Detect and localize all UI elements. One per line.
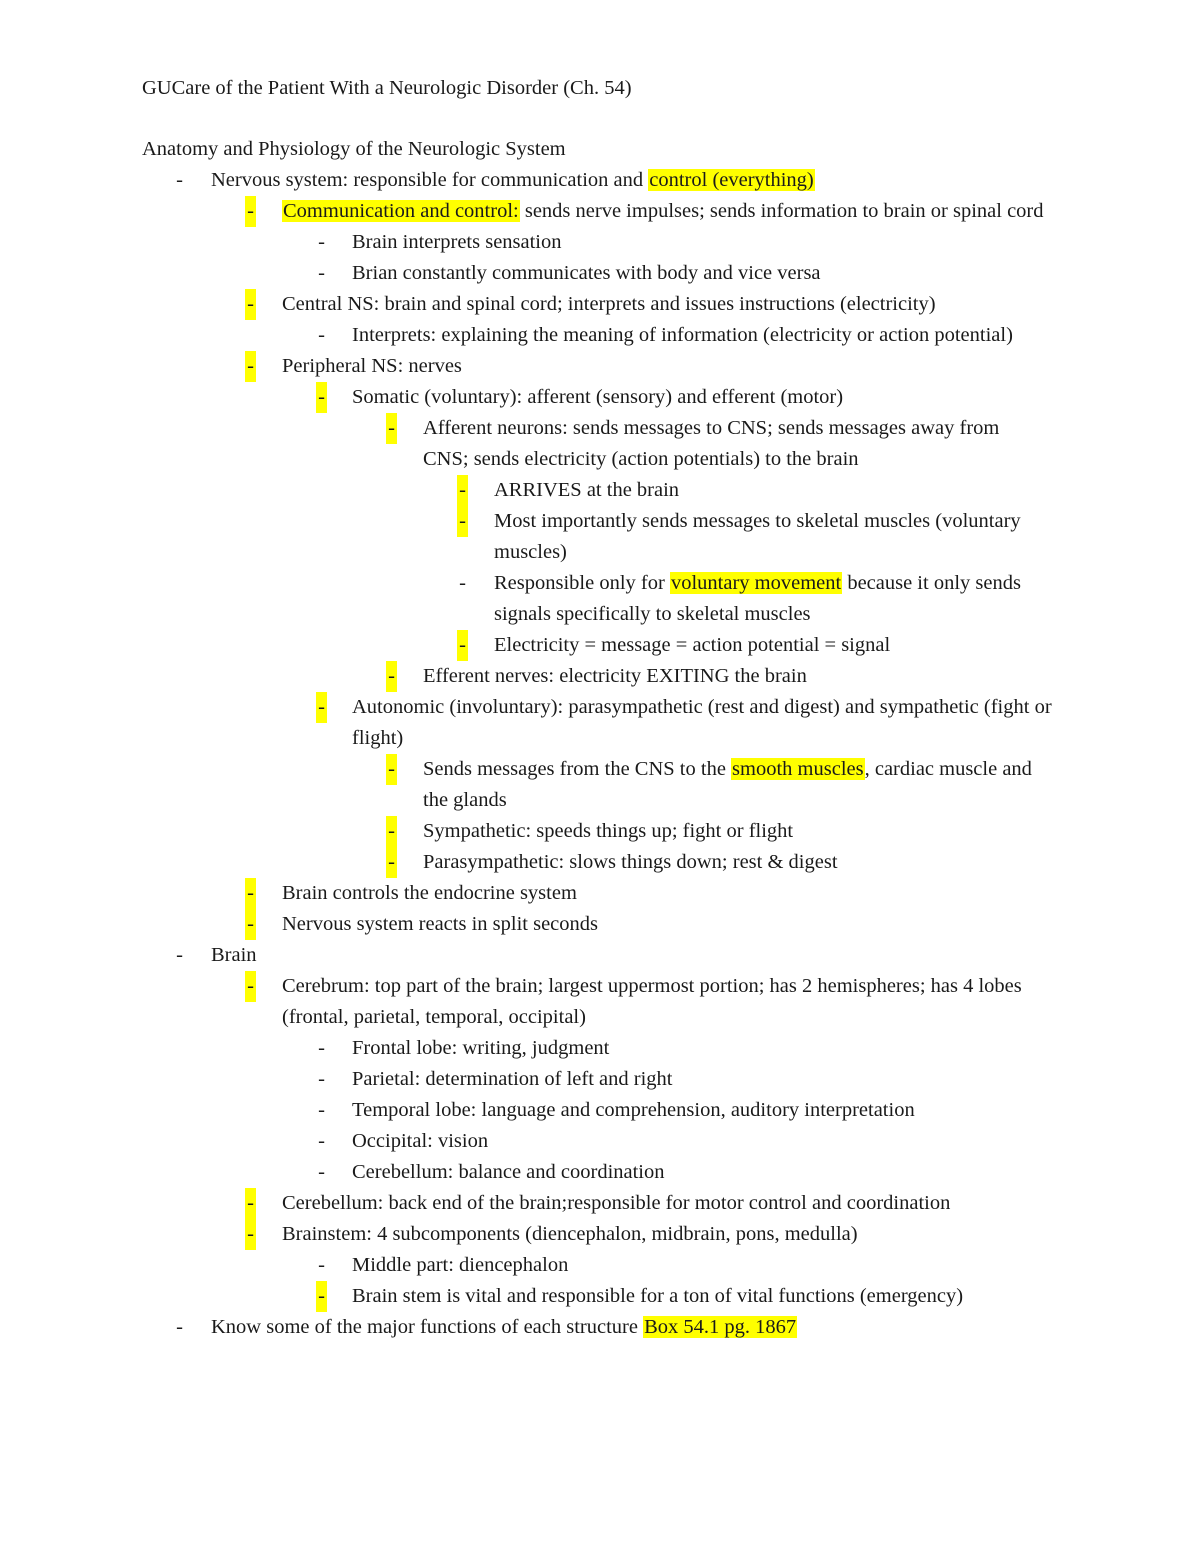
outline-item	[0, 1312, 1091, 1343]
text-segment: Brian constantly communicates with body and vice versa	[352, 262, 821, 284]
text-segment: because it only sends signals specifically to skeletal muscles	[494, 572, 1021, 625]
outline-item	[0, 1188, 1082, 1219]
bullet-dash: -	[318, 1037, 325, 1059]
outline-item-text	[352, 1095, 1057, 1126]
outline-item	[0, 165, 1091, 196]
document-title: GUCare of the Patient With a Neurologic Disorder (Ch. 54)	[142, 77, 632, 99]
text-segment: Know some of the major functions of each structure	[211, 1316, 644, 1338]
bullet-dash: -	[176, 169, 183, 191]
outline-item	[0, 351, 1082, 382]
outline-item	[0, 1126, 1057, 1157]
text-segment: Brain	[211, 944, 257, 966]
outline-item-text	[352, 320, 1057, 351]
text-segment: Responsible only for	[494, 572, 670, 594]
text-segment: Sends messages from the CNS to the	[423, 758, 732, 780]
outline-item	[0, 1281, 1057, 1312]
text-segment: Nervous system reacts in split seconds	[282, 913, 598, 935]
bullet-dash: -	[386, 754, 397, 785]
bullet-dash: -	[316, 1281, 327, 1312]
outline-item-text	[352, 1281, 1057, 1312]
bullet-dash: -	[457, 630, 468, 661]
outline-item	[0, 816, 1043, 847]
text-segment: , cardiac muscle and the glands	[423, 758, 1032, 811]
bullet-dash: -	[318, 1099, 325, 1121]
outline-item-text	[352, 227, 1057, 258]
bullet-dash: -	[318, 1254, 325, 1276]
outline-item	[0, 382, 1057, 413]
outline-item	[0, 475, 1054, 506]
outline-item-text	[282, 909, 1082, 940]
outline-item-text	[352, 692, 1057, 754]
text-segment: Parietal: determination of left and right	[352, 1068, 673, 1090]
outline-item-text	[282, 196, 1082, 227]
bullet-dash: -	[245, 289, 256, 320]
text-segment: Frontal lobe: writing, judgment	[352, 1037, 610, 1059]
outline-item-text	[494, 568, 1054, 630]
outline-item	[0, 413, 1043, 475]
highlighted-text: Box 54.1 pg. 1867	[644, 1316, 797, 1338]
outline-item	[0, 506, 1054, 568]
outline-item	[0, 754, 1043, 816]
text-segment: Autonomic (involuntary): parasympathetic (rest and digest) and sympathetic (fight or flight)	[352, 696, 1052, 749]
bullet-dash: -	[386, 413, 397, 444]
bullet-dash: -	[245, 971, 256, 1002]
text-segment: Central NS: brain and spinal cord; interprets and issues instructions (electricity)	[282, 293, 936, 315]
outline-item-text	[282, 1188, 1082, 1219]
bullet-dash: -	[457, 506, 468, 537]
highlighted-text: Communication and control:	[283, 200, 519, 222]
text-segment: Middle part: diencephalon	[352, 1254, 569, 1276]
outline-item-text	[282, 289, 1082, 320]
outline-item	[0, 568, 1054, 630]
outline-item	[0, 1064, 1057, 1095]
outline-item	[0, 692, 1057, 754]
outline-item	[0, 878, 1082, 909]
outline-item	[0, 661, 1043, 692]
outline-item-text	[352, 1033, 1057, 1064]
outline-item-text	[352, 1157, 1057, 1188]
text-segment: Peripheral NS: nerves	[282, 355, 462, 377]
outline-item-text	[211, 1312, 1091, 1343]
text-segment: Sympathetic: speeds things up; fight or flight	[423, 820, 794, 842]
outline-item	[0, 1095, 1057, 1126]
bullet-dash: -	[245, 1188, 256, 1219]
bullet-dash: -	[457, 475, 468, 506]
outline-item	[0, 940, 1091, 971]
outline-item	[0, 847, 1043, 878]
bullet-dash: -	[245, 196, 256, 227]
outline-item-text	[423, 754, 1043, 816]
outline-item-text	[352, 1126, 1057, 1157]
text-segment: Afferent neurons: sends messages to CNS; sends messages away from CNS; sends electricity (action potentials) to the brain	[423, 417, 1000, 470]
outline-item-text	[423, 413, 1043, 475]
bullet-dash: -	[459, 572, 466, 594]
bullet-dash: -	[386, 661, 397, 692]
text-segment: Cerebrum: top part of the brain; largest uppermost portion; has 2 hemispheres; has 4 lobes (frontal, parietal, temporal, occipital)	[282, 975, 1022, 1028]
outline-item-text	[352, 258, 1057, 289]
text-segment: Cerebellum: back end of the brain;responsible for motor control and coordination	[282, 1192, 951, 1214]
bullet-dash: -	[245, 351, 256, 382]
outline-item	[0, 320, 1057, 351]
bullet-dash: -	[318, 1161, 325, 1183]
outline-item-text	[423, 661, 1043, 692]
bullet-dash: -	[386, 816, 397, 847]
outline-item-text	[282, 1219, 1082, 1250]
bullet-dash: -	[176, 944, 183, 966]
highlighted-text: smooth muscles	[732, 758, 864, 780]
text-segment: Occipital: vision	[352, 1130, 489, 1152]
bullet-dash: -	[318, 1068, 325, 1090]
text-segment: Parasympathetic: slows things down; rest & digest	[423, 851, 838, 873]
outline-item-text	[423, 847, 1043, 878]
bullet-dash: -	[176, 1316, 183, 1338]
bullet-dash: -	[316, 692, 327, 723]
text-segment: Brain interprets sensation	[352, 231, 562, 253]
bullet-dash: -	[386, 847, 397, 878]
highlighted-text: voluntary movement	[670, 572, 842, 594]
outline-item-text	[423, 816, 1043, 847]
text-segment: ARRIVES at the brain	[494, 479, 680, 501]
outline-item-text	[211, 940, 1091, 971]
outline-list	[0, 165, 1200, 1343]
text-segment: sends nerve impulses; sends information to brain or spinal cord	[519, 200, 1044, 222]
outline-item	[0, 196, 1082, 227]
outline-item	[0, 909, 1082, 940]
outline-item-text	[282, 878, 1082, 909]
text-segment: Most importantly sends messages to skeletal muscles (voluntary muscles)	[494, 510, 1021, 563]
text-segment: Efferent nerves: electricity EXITING the brain	[423, 665, 807, 687]
bullet-dash: -	[318, 324, 325, 346]
outline-item	[0, 1219, 1082, 1250]
outline-item-text	[494, 506, 1054, 568]
outline-item	[0, 227, 1057, 258]
text-segment: Temporal lobe: language and comprehension, auditory interpretation	[352, 1099, 915, 1121]
outline-item	[0, 289, 1082, 320]
bullet-dash: -	[245, 909, 256, 940]
highlighted-text: control (everything)	[649, 169, 814, 191]
bullet-dash: -	[318, 1130, 325, 1152]
bullet-dash: -	[318, 262, 325, 284]
outline-item-text	[352, 382, 1057, 413]
text-segment: Electricity = message = action potential = signal	[494, 634, 891, 656]
outline-item-text	[282, 351, 1082, 382]
outline-item	[0, 1033, 1057, 1064]
outline-item	[0, 971, 1082, 1033]
outline-item	[0, 630, 1054, 661]
bullet-dash: -	[245, 1219, 256, 1250]
outline-item	[0, 1157, 1057, 1188]
outline-item-text	[211, 165, 1091, 196]
section-heading: Anatomy and Physiology of the Neurologic System	[142, 138, 566, 160]
text-segment: Interprets: explaining the meaning of information (electricity or action potential)	[352, 324, 1013, 346]
text-segment: Nervous system: responsible for communication and	[211, 169, 649, 191]
outline-item-text	[352, 1250, 1057, 1281]
outline-item	[0, 258, 1057, 289]
outline-item	[0, 1250, 1057, 1281]
text-segment: Cerebellum: balance and coordination	[352, 1161, 665, 1183]
outline-item-text	[352, 1064, 1057, 1095]
bullet-dash: -	[316, 382, 327, 413]
bullet-dash: -	[245, 878, 256, 909]
text-segment: Brain controls the endocrine system	[282, 882, 577, 904]
outline-item-text	[282, 971, 1082, 1033]
text-segment: Brainstem: 4 subcomponents (diencephalon, midbrain, pons, medulla)	[282, 1223, 858, 1245]
outline-item-text	[494, 630, 1054, 661]
bullet-dash: -	[318, 231, 325, 253]
text-segment: Somatic (voluntary): afferent (sensory) and efferent (motor)	[352, 386, 844, 408]
text-segment: Brain stem is vital and responsible for a ton of vital functions (emergency)	[352, 1285, 964, 1307]
outline-item-text	[494, 475, 1054, 506]
